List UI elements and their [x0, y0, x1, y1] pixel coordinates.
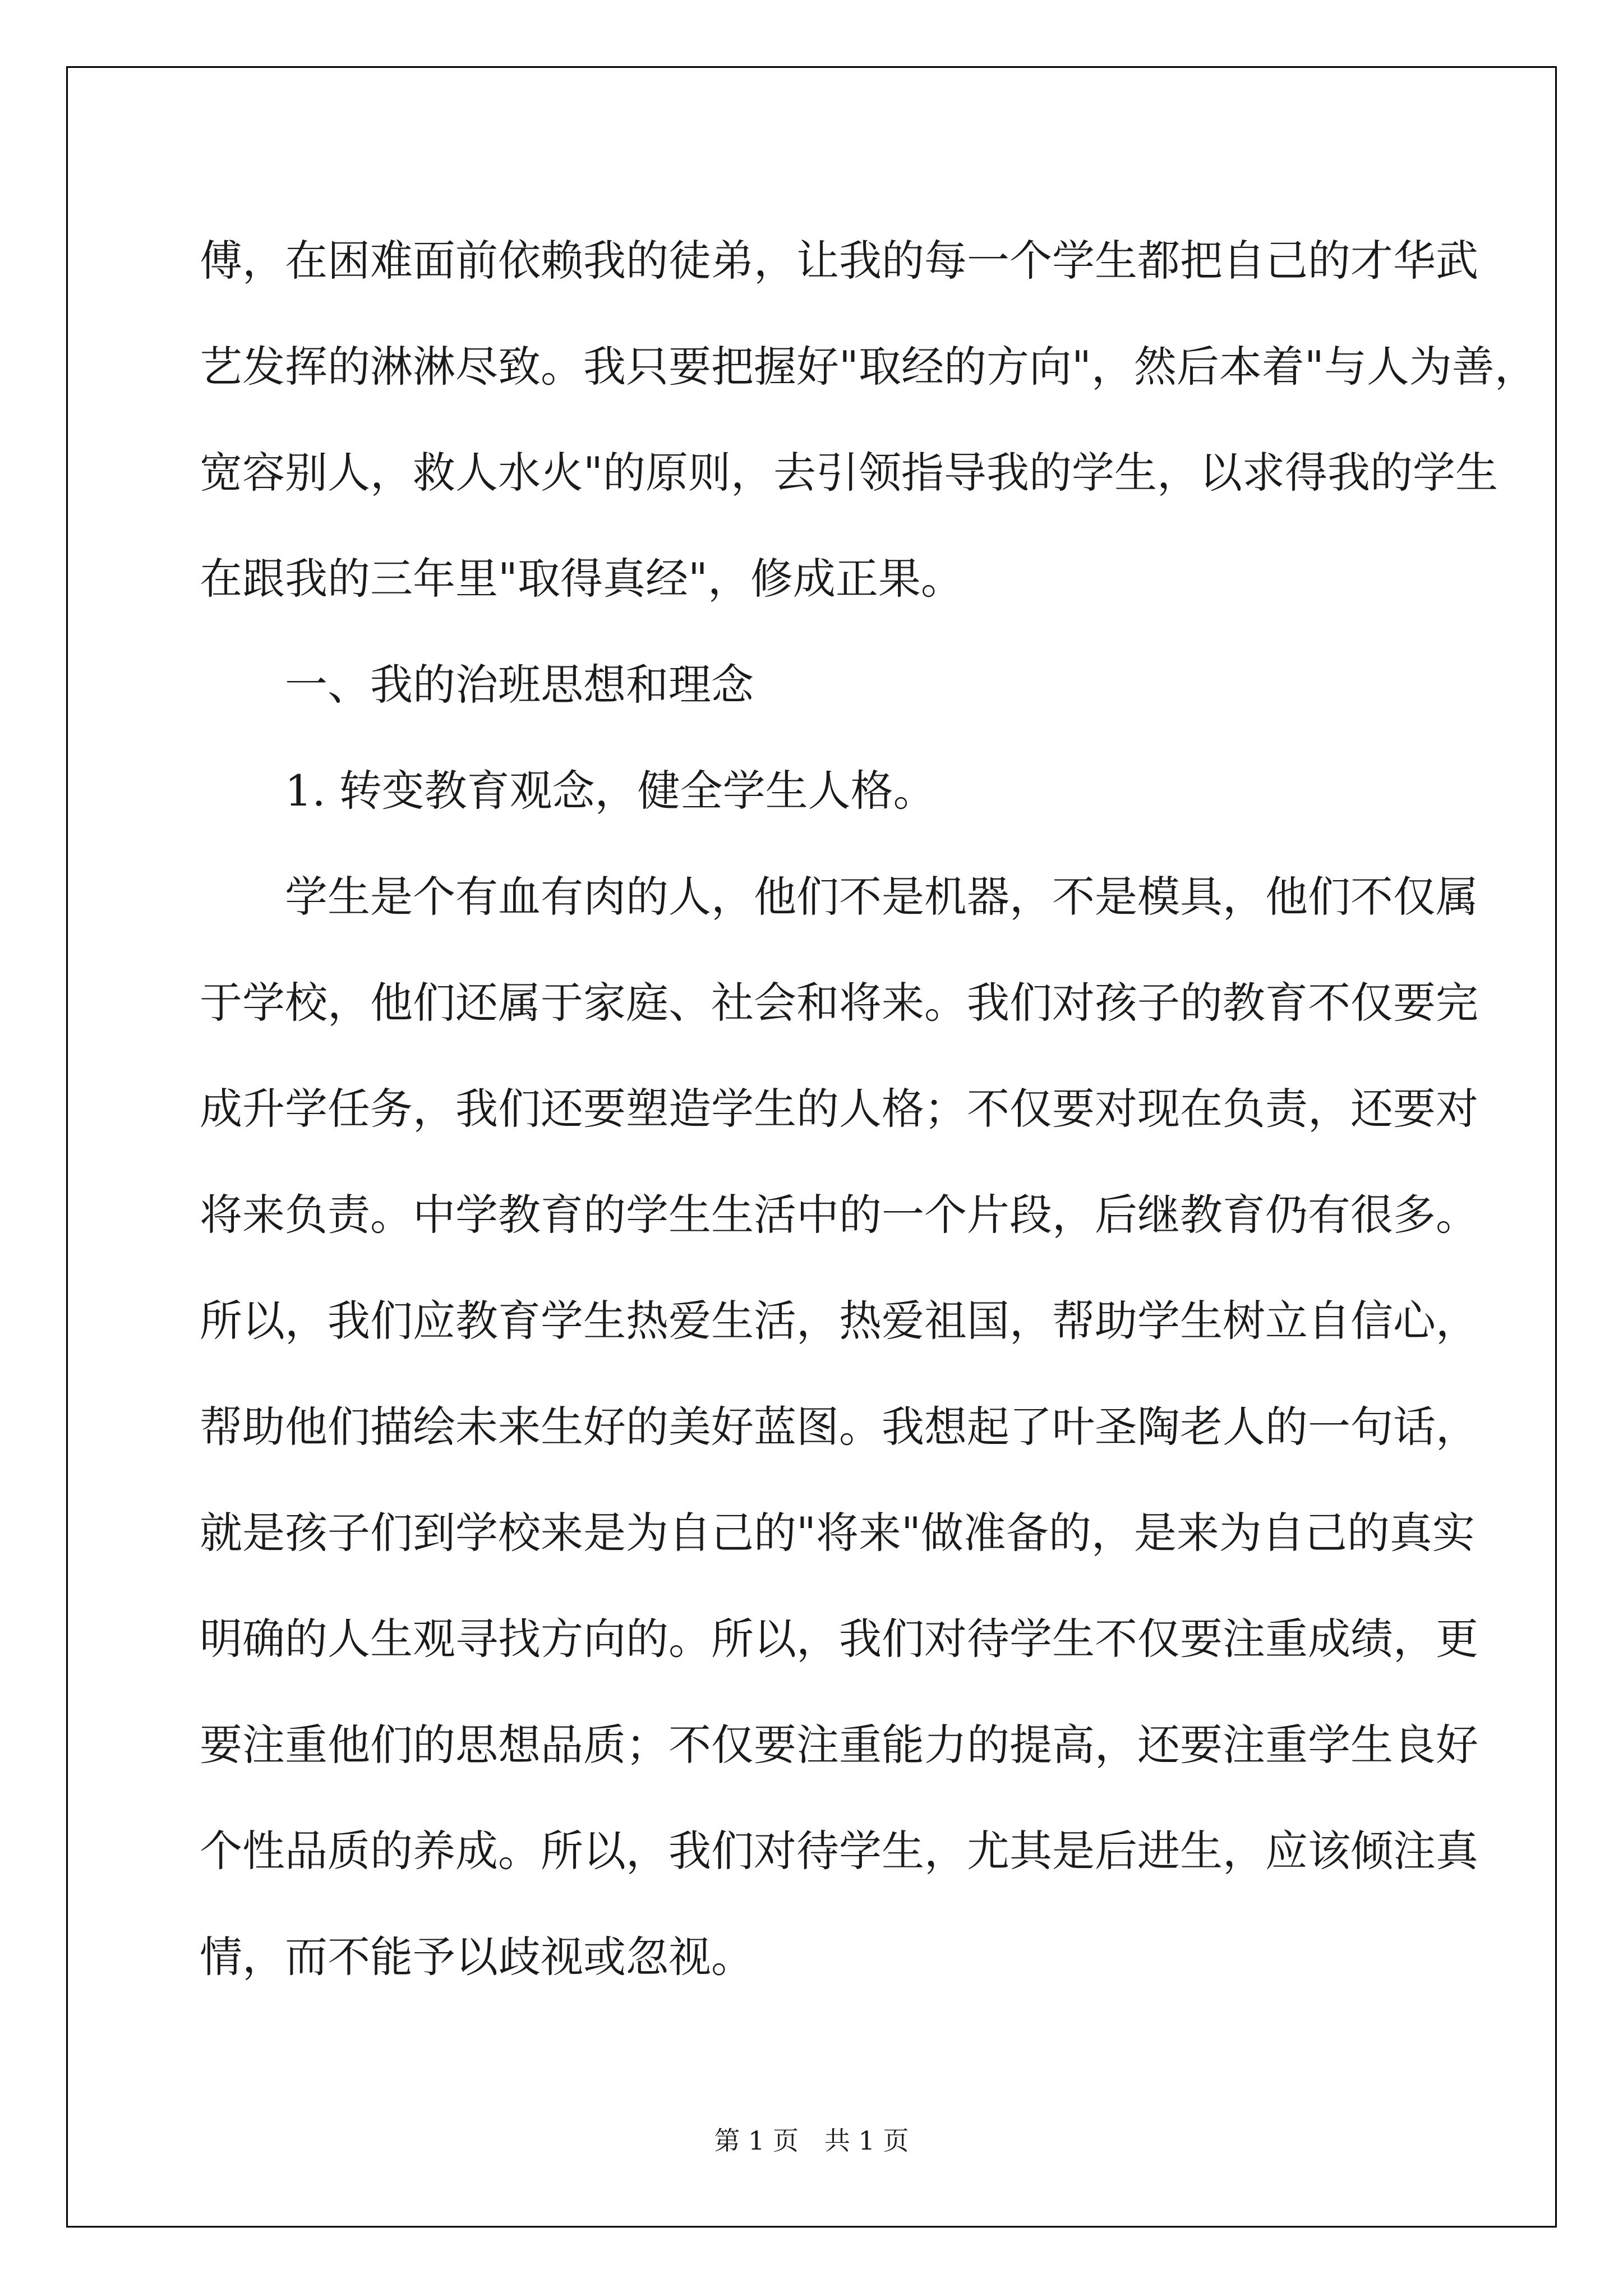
text-line: 情，而不能予以歧视或忽视。: [200, 1932, 754, 1982]
text-line: 要注重他们的思想品质；不仅要注重能力的提高，还要注重学生良好: [200, 1720, 1478, 1770]
text-line: 明确的人生观寻找方向的。所以，我们对待学生不仅要注重成绩，更: [200, 1614, 1478, 1664]
text-line: 在跟我的三年里"取得真经"，修成正果。: [200, 554, 963, 604]
text-line: 傅，在困难面前依赖我的徒弟，让我的每一个学生都把自己的才华武: [200, 236, 1478, 286]
page-footer: [0, 2120, 1623, 2157]
text-line: 个性品质的养成。所以，我们对待学生，尤其是后进生，应该倾注真: [200, 1826, 1478, 1876]
text-line: 所以，我们应教育学生热爱生活，热爱祖国，帮助学生树立自信心，: [200, 1296, 1478, 1346]
document-body: [200, 208, 1537, 2010]
text-line: 就是孩子们到学校来是为自己的"将来"做准备的，是来为自己的真实: [200, 1508, 1475, 1558]
text-line: 艺发挥的淋淋尽致。我只要把握好"取经的方向"，然后本着"与人为善，: [200, 342, 1537, 392]
text-line: 学生是个有血有肉的人，他们不是机器，不是模具，他们不仅属: [285, 872, 1478, 922]
page-number: 第 1 页: [714, 2125, 799, 2156]
text-line: 将来负责。中学教育的学生生活中的一个片段，后继教育仍有很多。: [200, 1190, 1478, 1240]
text-line: 成升学任务，我们还要塑造学生的人格；不仅要对现在负责，还要对: [200, 1084, 1478, 1134]
text-line: 帮助他们描绘未来生好的美好蓝图。我想起了叶圣陶老人的一句话，: [200, 1402, 1478, 1452]
section-heading: 一、我的治班思想和理念: [285, 660, 754, 710]
page-total: 共 1 页: [824, 2125, 909, 2156]
text-line: 宽容别人，救人水火"的原则，去引领指导我的学生，以求得我的学生: [200, 448, 1498, 498]
subsection-heading: 1. 转变教育观念，健全学生人格。: [285, 766, 936, 816]
text-line: 于学校，他们还属于家庭、社会和将来。我们对孩子的教育不仅要完: [200, 978, 1478, 1028]
